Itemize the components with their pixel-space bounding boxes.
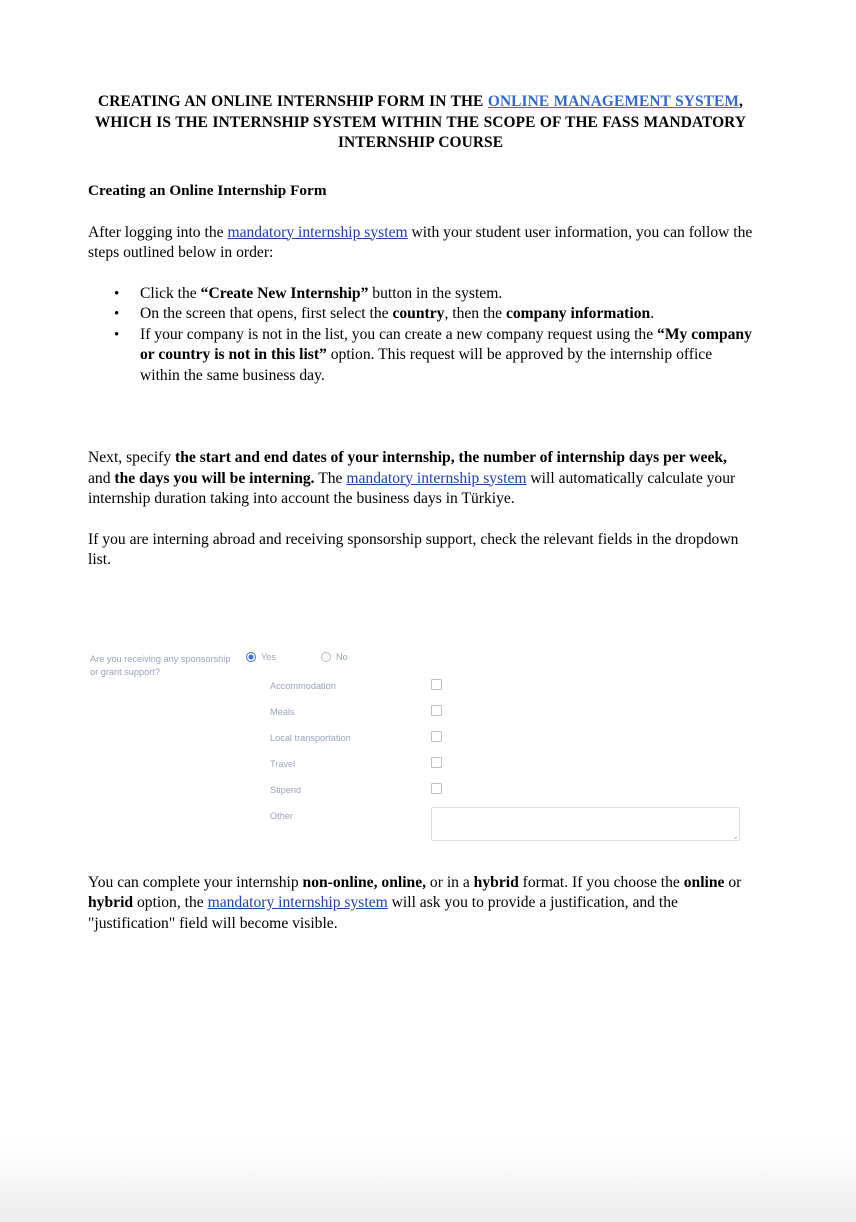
section-heading: Creating an Online Internship Form bbox=[88, 181, 327, 199]
support-row-meals bbox=[88, 702, 753, 728]
bullet-icon: • bbox=[114, 326, 120, 343]
format-text-6: will ask you to provide a justification, and the "justification" field will become visible. bbox=[88, 894, 678, 932]
checkbox-travel[interactable] bbox=[431, 757, 442, 768]
spacer bbox=[88, 591, 753, 643]
steps-list bbox=[88, 284, 753, 387]
format-bold-3: online bbox=[683, 873, 725, 891]
sponsorship-form-screenshot bbox=[88, 643, 753, 847]
support-type-rows bbox=[88, 676, 753, 852]
list-item bbox=[114, 325, 753, 387]
dates-text-4: will automatically calculate your internship duration taking into account the business days in Türkiye. bbox=[88, 469, 736, 507]
bullet-icon: • bbox=[114, 285, 120, 302]
bullet-1-bold-1: “Create New Internship” bbox=[200, 284, 369, 302]
list-item bbox=[114, 284, 753, 305]
sponsorship-question-label: Are you receiving any sponsorship or grant support? bbox=[90, 653, 231, 677]
dates-bold-2: the days you will be interning. bbox=[114, 469, 315, 487]
support-row-other bbox=[88, 806, 753, 852]
support-label-local-transportation: Local transportation bbox=[270, 732, 351, 743]
dates-bold-1: the start and end dates of your internship, the number of internship days per week, bbox=[175, 449, 727, 466]
format-paragraph bbox=[88, 873, 753, 935]
support-label-accommodation: Accommodation bbox=[270, 680, 336, 691]
bullet-1-text-2: button in the system. bbox=[368, 284, 503, 302]
radio-selected-icon[interactable] bbox=[246, 652, 256, 662]
page-title-part2: , WHICH IS THE INTERNSHIP SYSTEM WITHIN THE SCOPE OF THE FASS MANDATORY INTERNSHIP COURSE bbox=[94, 93, 747, 151]
resize-grip-icon[interactable] bbox=[729, 831, 737, 839]
format-bold-1: non-online, online, bbox=[302, 873, 427, 891]
support-label-travel: Travel bbox=[270, 758, 296, 769]
support-row-stipend bbox=[88, 780, 753, 806]
bullet-2-bold-1: country bbox=[392, 305, 445, 322]
bullet-3-text-1: If your company is not in the list, you can create a new company request using the bbox=[140, 325, 658, 343]
bullet-2-text-3: . bbox=[650, 305, 655, 322]
support-row-accommodation bbox=[88, 676, 753, 702]
dates-text-2: and bbox=[88, 469, 115, 487]
intro-before-link: After logging into the bbox=[88, 223, 228, 241]
support-label-other: Other bbox=[270, 810, 293, 821]
intro-paragraph bbox=[88, 223, 753, 264]
support-row-local-transportation bbox=[88, 728, 753, 754]
mandatory-internship-system-link-1[interactable]: mandatory internship system bbox=[227, 223, 408, 241]
bullet-icon: • bbox=[114, 306, 120, 322]
radio-option-yes[interactable] bbox=[246, 652, 276, 662]
other-textarea[interactable] bbox=[431, 807, 740, 841]
radio-unselected-icon[interactable] bbox=[321, 652, 331, 662]
radio-label-no: No bbox=[336, 651, 348, 662]
checkbox-meals[interactable] bbox=[431, 705, 442, 716]
format-bold-4: hybrid bbox=[88, 894, 134, 911]
support-label-stipend: Stipend bbox=[270, 784, 302, 795]
dates-paragraph bbox=[88, 448, 753, 510]
bullet-3-bold-1: “My company or country is not in this list” bbox=[140, 325, 752, 363]
page-title-part1: CREATING AN ONLINE INTERNSHIP FORM IN THE bbox=[98, 93, 488, 110]
page-bottom-shadow bbox=[0, 1138, 856, 1222]
bullet-2-bold-2: company information bbox=[505, 305, 651, 322]
dates-text-3: The bbox=[314, 469, 347, 487]
support-label-meals: Meals bbox=[270, 706, 295, 717]
spacer bbox=[88, 386, 753, 448]
bullet-1-text-1: Click the bbox=[140, 284, 201, 302]
format-text-4: or bbox=[724, 873, 742, 891]
sponsorship-paragraph: If you are interning abroad and receiving sponsorship support, check the relevant fields in the dropdown list. bbox=[88, 530, 739, 568]
dates-text-1: Next, specify bbox=[88, 449, 176, 466]
checkbox-accommodation[interactable] bbox=[431, 679, 442, 690]
radio-label-yes: Yes bbox=[261, 651, 276, 662]
format-text-2: or in a bbox=[426, 873, 474, 891]
format-bold-2: hybrid bbox=[473, 873, 519, 891]
format-text-3: format. If you choose the bbox=[518, 873, 684, 891]
format-text-1: You can complete your internship bbox=[88, 873, 303, 891]
bullet-3-text-2: option. This request will be approved by the internship office within the same business day. bbox=[140, 346, 713, 384]
bullet-2-text-1: On the screen that opens, first select the bbox=[140, 305, 393, 322]
radio-option-no[interactable] bbox=[321, 652, 348, 662]
document-content bbox=[88, 92, 753, 954]
format-text-5: option, the bbox=[133, 894, 208, 911]
page-title bbox=[88, 92, 753, 154]
sponsorship-radio-group bbox=[246, 652, 446, 668]
bullet-2-text-2: , then the bbox=[444, 305, 506, 322]
list-item bbox=[114, 304, 753, 325]
mandatory-internship-system-link-2[interactable]: mandatory internship system bbox=[346, 469, 527, 487]
checkbox-local-transportation[interactable] bbox=[431, 731, 442, 742]
mandatory-internship-system-link-3[interactable]: mandatory internship system bbox=[207, 894, 388, 911]
checkbox-stipend[interactable] bbox=[431, 783, 442, 794]
support-row-travel bbox=[88, 754, 753, 780]
intro-after-link: with your student user information, you can follow the steps outlined below in order: bbox=[88, 223, 753, 261]
online-management-system-link[interactable]: ONLINE MANAGEMENT SYSTEM bbox=[487, 93, 739, 110]
